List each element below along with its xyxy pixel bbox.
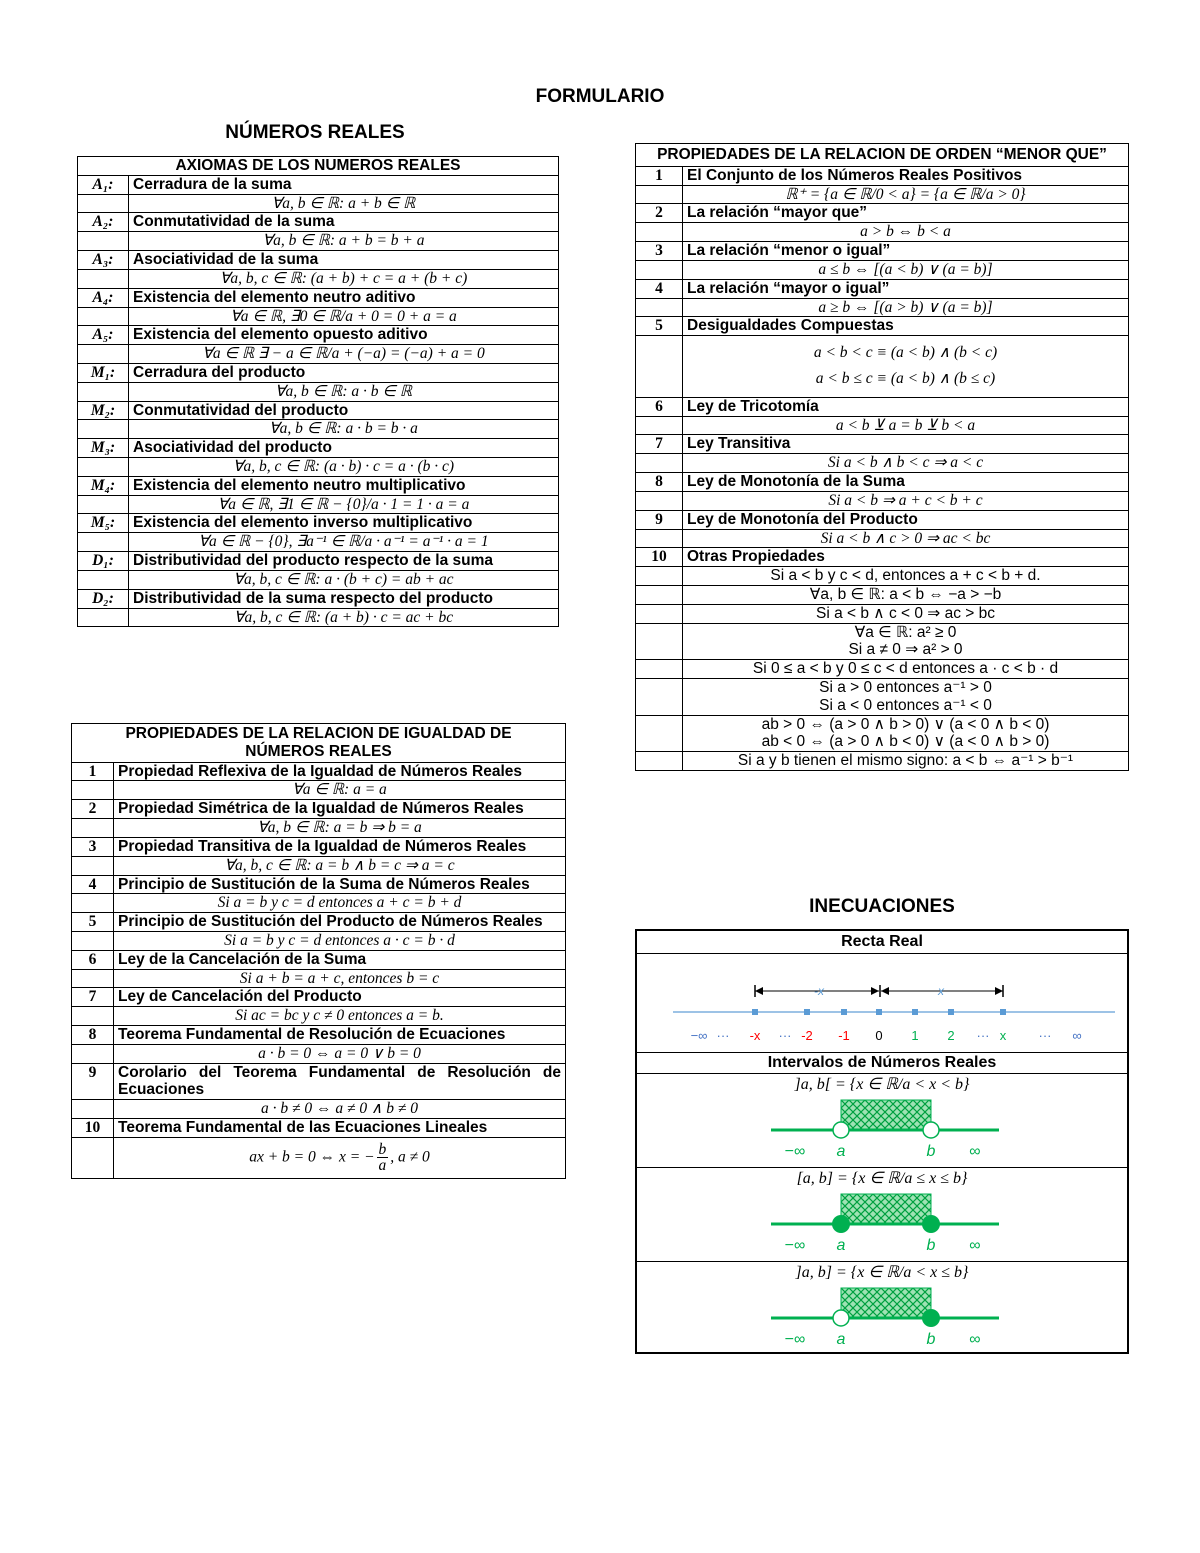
orden-name: Ley de Monotonía del Producto bbox=[683, 510, 1129, 529]
orden-name: El Conjunto de los Números Reales Positivos bbox=[683, 166, 1129, 185]
interval-label-a: a bbox=[836, 1237, 846, 1254]
axioma-formula: ∀a, b, c ∈ ℝ: (a + b) + c = a + (b + c) bbox=[129, 269, 559, 288]
tick-mark bbox=[876, 1009, 882, 1015]
axioma-name: Conmutatividad de la suma bbox=[129, 213, 559, 232]
orden-formula-line: a < b < c ≡ (a < b) ∧ (b < c) bbox=[813, 344, 998, 362]
axioma-formula-row bbox=[78, 570, 559, 589]
igualdad-formula: Si a + b = a + c, entonces b = c bbox=[114, 969, 566, 988]
igualdad-header: PROPIEDADES DE LA RELACION DE IGUALDAD DE NÚMEROS REALES bbox=[72, 724, 566, 763]
igualdad-row bbox=[72, 988, 566, 1007]
igualdad-formula: ∀a ∈ ℝ: a = a bbox=[114, 781, 566, 800]
orden-row bbox=[636, 242, 1129, 261]
axioma-formula: ∀a, b ∈ ℝ: a + b ∈ ℝ bbox=[129, 194, 559, 213]
orden-formula-line: a > b ⇔ b < a bbox=[860, 223, 951, 241]
otras-row bbox=[636, 752, 1129, 771]
axioma-row bbox=[78, 326, 559, 345]
orden-formula-row bbox=[636, 529, 1129, 548]
endpoint-a-open bbox=[833, 1122, 849, 1138]
orden-formula bbox=[683, 336, 1129, 398]
igualdad-formula: Si a = b y c = d entonces a · c = b · d bbox=[114, 931, 566, 950]
interval-item bbox=[637, 1168, 1127, 1262]
igualdad-row bbox=[72, 950, 566, 969]
recta-header: Recta Real bbox=[637, 931, 1127, 954]
axioma-name: Existencia del elemento opuesto aditivo bbox=[129, 326, 559, 345]
igualdad-formula-row bbox=[72, 1044, 566, 1063]
igualdad-name: Propiedad Transitiva de la Igualdad de Números Reales bbox=[114, 837, 566, 856]
inecuaciones-box bbox=[635, 929, 1129, 1354]
interval-label-a: a bbox=[836, 1331, 846, 1348]
otras-formula-line: ab < 0 ⇔ (a > 0 ∧ b < 0) ∨ (a < 0 ∧ b > 0) bbox=[761, 733, 1050, 751]
igualdad-table bbox=[71, 723, 566, 1179]
otras-row bbox=[636, 623, 1129, 660]
otras-formula bbox=[683, 567, 1129, 586]
orden-formula-row bbox=[636, 185, 1129, 204]
axioma-formula-row bbox=[78, 495, 559, 514]
interval-label-left: −∞ bbox=[784, 1237, 806, 1254]
igualdad-number: 10 bbox=[72, 1119, 114, 1138]
interval-label-b: b bbox=[926, 1237, 936, 1254]
tick-label: -2 bbox=[801, 1028, 813, 1043]
orden-table bbox=[635, 143, 1129, 771]
igualdad-formula-row bbox=[72, 1137, 566, 1178]
orden-formula-row bbox=[636, 416, 1129, 435]
right-arrow-label: x bbox=[938, 984, 944, 998]
otras-formula bbox=[683, 604, 1129, 623]
interval-label-right: ∞ bbox=[969, 1331, 981, 1348]
igualdad-formula-row bbox=[72, 969, 566, 988]
orden-name: Otras Propiedades bbox=[683, 548, 1129, 567]
orden-formula-line: Si a < b ⇒ a + c < b + c bbox=[828, 491, 983, 509]
tick-label: 0 bbox=[875, 1028, 883, 1043]
axioma-formula-row bbox=[78, 345, 559, 364]
orden-formula bbox=[683, 185, 1129, 204]
interval-label-b: b bbox=[926, 1331, 936, 1348]
interval-label-a: a bbox=[836, 1143, 846, 1160]
axioma-code: D₂: bbox=[78, 589, 129, 608]
axioma-name: Existencia del elemento inverso multiplicativo bbox=[129, 514, 559, 533]
orden-name: La relación “mayor que” bbox=[683, 204, 1129, 223]
orden-name: Desigualdades Compuestas bbox=[683, 317, 1129, 336]
orden-row bbox=[636, 473, 1129, 492]
otras-formula-line: Si a < 0 entonces a⁻¹ < 0 bbox=[819, 696, 992, 714]
axioma-name: Cerradura del producto bbox=[129, 363, 559, 382]
axioma-formula-row bbox=[78, 458, 559, 477]
otras-formula bbox=[683, 585, 1129, 604]
tick-label: 1 bbox=[911, 1028, 919, 1043]
formula-right: , a ≠ 0 bbox=[390, 1148, 430, 1166]
endpoint-a-open bbox=[833, 1310, 849, 1326]
axioma-row bbox=[78, 175, 559, 194]
igualdad-name: Corolario del Teorema Fundamental de Resolución de Ecuaciones bbox=[114, 1063, 566, 1100]
igualdad-name: Principio de Sustitución de la Suma de Números Reales bbox=[114, 875, 566, 894]
axioma-formula-row bbox=[78, 307, 559, 326]
orden-formula-line: a ≥ b ⇔ [(a > b) ∨ (a = b)] bbox=[818, 298, 993, 316]
axioma-name: Existencia del elemento neutro multiplicativo bbox=[129, 476, 559, 495]
section-heading-inecuaciones: INECUACIONES bbox=[809, 896, 955, 917]
axioma-row bbox=[78, 589, 559, 608]
tick-label: -1 bbox=[838, 1028, 850, 1043]
orden-number: 6 bbox=[636, 397, 683, 416]
igualdad-number: 6 bbox=[72, 950, 114, 969]
axioma-row bbox=[78, 363, 559, 382]
axioma-name: Distributividad del producto respecto de la suma bbox=[129, 552, 559, 571]
axioma-row bbox=[78, 288, 559, 307]
orden-formula-row bbox=[636, 298, 1129, 317]
axioma-formula: ∀a ∈ ℝ − {0}, ∃a⁻¹ ∈ ℝ/a · a⁻¹ = a⁻¹ · a = 1 bbox=[129, 533, 559, 552]
igualdad-row bbox=[72, 913, 566, 932]
orden-row bbox=[636, 166, 1129, 185]
orden-formula bbox=[683, 298, 1129, 317]
igualdad-formula: Si a = b y c = d entonces a + c = b + d bbox=[114, 894, 566, 913]
tick-label: -x bbox=[749, 1028, 761, 1043]
igualdad-row bbox=[72, 1063, 566, 1100]
orden-name: Ley de Monotonía de la Suma bbox=[683, 473, 1129, 492]
orden-name: Ley Transitiva bbox=[683, 435, 1129, 454]
igualdad-row bbox=[72, 1026, 566, 1045]
igualdad-name: Ley de la Cancelación de la Suma bbox=[114, 950, 566, 969]
interval-label-right: ∞ bbox=[969, 1237, 981, 1254]
orden-formula-line: ℝ⁺ = {a ∈ ℝ/0 < a} = {a ∈ ℝ/a > 0} bbox=[785, 185, 1026, 203]
tick-label: −∞ bbox=[690, 1028, 708, 1043]
igualdad-formula-row bbox=[72, 931, 566, 950]
orden-number: 8 bbox=[636, 473, 683, 492]
otras-formula-line: ab > 0 ⇔ (a > 0 ∧ b > 0) ∨ (a < 0 ∧ b < 0) bbox=[761, 715, 1050, 733]
orden-name: La relación “menor o igual” bbox=[683, 242, 1129, 261]
interval-diagram bbox=[637, 1096, 1127, 1166]
interval-formula: [a, b] = {x ∈ ℝ/a ≤ x ≤ b} bbox=[796, 1170, 968, 1187]
otras-formula bbox=[683, 660, 1129, 679]
igualdad-number: 4 bbox=[72, 875, 114, 894]
interval-item bbox=[637, 1262, 1127, 1356]
igualdad-row bbox=[72, 837, 566, 856]
interval-formula: ]a, b[ = {x ∈ ℝ/a < x < b} bbox=[794, 1076, 970, 1093]
tick-label: ··· bbox=[716, 1028, 730, 1043]
orden-row bbox=[636, 279, 1129, 298]
igualdad-formula: Si ac = bc y c ≠ 0 entonces a = b. bbox=[114, 1007, 566, 1026]
axioma-code: M₅: bbox=[78, 514, 129, 533]
orden-name: Ley de Tricotomía bbox=[683, 397, 1129, 416]
orden-formula bbox=[683, 454, 1129, 473]
orden-row bbox=[636, 510, 1129, 529]
igualdad-formula: ∀a, b, c ∈ ℝ: a = b ∧ b = c ⇒ a = c bbox=[114, 856, 566, 875]
igualdad-formula-row bbox=[72, 856, 566, 875]
orden-formula bbox=[683, 491, 1129, 510]
igualdad-number: 1 bbox=[72, 762, 114, 781]
axioma-formula: ∀a, b ∈ ℝ: a · b = b · a bbox=[129, 420, 559, 439]
orden-number: 4 bbox=[636, 279, 683, 298]
orden-row bbox=[636, 204, 1129, 223]
tick-label: 2 bbox=[947, 1028, 955, 1043]
axioma-formula-row bbox=[78, 269, 559, 288]
axioma-row bbox=[78, 439, 559, 458]
orden-formula bbox=[683, 260, 1129, 279]
axioma-name: Distributividad de la suma respecto del producto bbox=[129, 589, 559, 608]
orden-formula-line: Si a < b ∧ b < c ⇒ a < c bbox=[827, 454, 984, 472]
orden-formula-row bbox=[636, 260, 1129, 279]
axioma-row bbox=[78, 251, 559, 270]
orden-row bbox=[636, 548, 1129, 567]
axioma-formula-row bbox=[78, 533, 559, 552]
igualdad-number: 3 bbox=[72, 837, 114, 856]
igualdad-name: Teorema Fundamental de las Ecuaciones Lineales bbox=[114, 1119, 566, 1138]
tick-label: ∞ bbox=[1072, 1028, 1082, 1043]
tick-mark bbox=[948, 1009, 954, 1015]
otras-formula bbox=[683, 715, 1129, 752]
interval-formula: ]a, b] = {x ∈ ℝ/a < x ≤ b} bbox=[795, 1264, 969, 1281]
axioma-formula-row bbox=[78, 232, 559, 251]
igualdad-number: 2 bbox=[72, 800, 114, 819]
axioma-code: A₅: bbox=[78, 326, 129, 345]
igualdad-formula-row bbox=[72, 1007, 566, 1026]
otras-row bbox=[636, 585, 1129, 604]
axioma-name: Cerradura de la suma bbox=[129, 175, 559, 194]
otras-formula-line: Si a < b ∧ c < 0 ⇒ ac > bc bbox=[816, 604, 995, 622]
tick-mark bbox=[1000, 1009, 1006, 1015]
axioma-formula-row bbox=[78, 382, 559, 401]
page-title: FORMULARIO bbox=[535, 86, 665, 107]
axioma-formula-row bbox=[78, 420, 559, 439]
endpoint-b-closed bbox=[922, 1215, 940, 1233]
axioma-row bbox=[78, 552, 559, 571]
igualdad-formula: a · b = 0 ⇔ a = 0 ∨ b = 0 bbox=[114, 1044, 566, 1063]
orden-number: 3 bbox=[636, 242, 683, 261]
axioma-formula: ∀a, b, c ∈ ℝ: a · (b + c) = ab + ac bbox=[129, 570, 559, 589]
intervalos-header: Intervalos de Números Reales bbox=[637, 1053, 1127, 1074]
igualdad-formula-row bbox=[72, 781, 566, 800]
axioma-formula: ∀a, b ∈ ℝ: a + b = b + a bbox=[129, 232, 559, 251]
orden-formula-row bbox=[636, 336, 1129, 398]
igualdad-name: Propiedad Reflexiva de la Igualdad de Números Reales bbox=[114, 762, 566, 781]
axioma-formula: ∀a, b, c ∈ ℝ: (a + b) · c = ac + bc bbox=[129, 608, 559, 627]
interval-item bbox=[637, 1074, 1127, 1168]
igualdad-row bbox=[72, 1119, 566, 1138]
otras-row bbox=[636, 567, 1129, 586]
axioma-code: A₄: bbox=[78, 288, 129, 307]
endpoint-b-closed bbox=[922, 1309, 940, 1327]
orden-row bbox=[636, 317, 1129, 336]
left-arrow-label: -x bbox=[814, 984, 824, 998]
igualdad-formula: ∀a, b ∈ ℝ: a = b ⇒ b = a bbox=[114, 819, 566, 838]
igualdad-number: 5 bbox=[72, 913, 114, 932]
axioma-name: Conmutatividad del producto bbox=[129, 401, 559, 420]
interval-diagram bbox=[637, 1190, 1127, 1260]
axioma-code: D₁: bbox=[78, 552, 129, 571]
axioma-code: A₃: bbox=[78, 251, 129, 270]
orden-formula-row bbox=[636, 223, 1129, 242]
orden-formula-line: a < b ≤ c ≡ (a < b) ∧ (b ≤ c) bbox=[815, 370, 996, 388]
igualdad-row bbox=[72, 762, 566, 781]
igualdad-name: Principio de Sustitución del Producto de Números Reales bbox=[114, 913, 566, 932]
orden-formula-line: a ≤ b ⇔ [(a < b) ∨ (a = b)] bbox=[818, 260, 993, 278]
orden-number: 1 bbox=[636, 166, 683, 185]
otras-formula-line: Si a ≠ 0 ⇒ a² > 0 bbox=[848, 641, 963, 659]
axioma-code: M₃: bbox=[78, 439, 129, 458]
fraction-denominator: a bbox=[378, 1157, 387, 1175]
igualdad-number: 9 bbox=[72, 1063, 114, 1100]
igualdad-name: Ley de Cancelación del Producto bbox=[114, 988, 566, 1007]
axioma-formula-row bbox=[78, 194, 559, 213]
endpoint-b-open bbox=[923, 1122, 939, 1138]
igualdad-number: 8 bbox=[72, 1026, 114, 1045]
orden-number: 2 bbox=[636, 204, 683, 223]
axioma-formula-row bbox=[78, 608, 559, 627]
fraction bbox=[377, 1142, 389, 1174]
orden-number: 9 bbox=[636, 510, 683, 529]
interval-label-b: b bbox=[926, 1143, 936, 1160]
axioma-name: Existencia del elemento neutro aditivo bbox=[129, 288, 559, 307]
orden-row bbox=[636, 397, 1129, 416]
endpoint-a-closed bbox=[832, 1215, 850, 1233]
axioma-formula: ∀a, b, c ∈ ℝ: (a · b) · c = a · (b · c) bbox=[129, 458, 559, 477]
orden-formula-line: Si a < b ∧ c > 0 ⇒ ac < bc bbox=[820, 529, 991, 547]
fraction-numerator: b bbox=[378, 1140, 387, 1158]
otras-row bbox=[636, 660, 1129, 679]
tick-label: ··· bbox=[976, 1028, 990, 1043]
otras-formula bbox=[683, 679, 1129, 716]
interval-diagram bbox=[637, 1284, 1127, 1354]
igualdad-number: 7 bbox=[72, 988, 114, 1007]
igualdad-formula bbox=[114, 1137, 566, 1178]
igualdad-name: Teorema Fundamental de Resolución de Ecuaciones bbox=[114, 1026, 566, 1045]
otras-row bbox=[636, 679, 1129, 716]
interval-label-right: ∞ bbox=[969, 1143, 981, 1160]
axioma-code: M₁: bbox=[78, 363, 129, 382]
orden-number: 10 bbox=[636, 548, 683, 567]
igualdad-row bbox=[72, 875, 566, 894]
otras-formula-line: Si a < b y c < d, entonces a + c < b + d. bbox=[770, 567, 1041, 585]
axioma-row bbox=[78, 476, 559, 495]
axiomas-table bbox=[77, 156, 559, 627]
tick-label: ··· bbox=[778, 1028, 792, 1043]
axioma-code: M₂: bbox=[78, 401, 129, 420]
axioma-formula: ∀a ∈ ℝ, ∃1 ∈ ℝ − {0}/a · 1 = 1 · a = a bbox=[129, 495, 559, 514]
igualdad-formula-row bbox=[72, 819, 566, 838]
orden-number: 7 bbox=[636, 435, 683, 454]
axioma-code: A₁: bbox=[78, 175, 129, 194]
igualdad-formula-row bbox=[72, 894, 566, 913]
otras-formula-line: ∀a ∈ ℝ: a² ≥ 0 bbox=[854, 623, 957, 641]
otras-row bbox=[636, 715, 1129, 752]
tick-label: ··· bbox=[1038, 1028, 1052, 1043]
interval-label-left: −∞ bbox=[784, 1143, 806, 1160]
orden-formula-row bbox=[636, 454, 1129, 473]
otras-formula-line: Si 0 ≤ a < b y 0 ≤ c < d entonces a · c < b · d bbox=[752, 660, 1059, 678]
orden-formula-row bbox=[636, 491, 1129, 510]
interval-label-left: −∞ bbox=[784, 1331, 806, 1348]
axioma-row bbox=[78, 213, 559, 232]
tick-mark bbox=[804, 1009, 810, 1015]
otras-row bbox=[636, 604, 1129, 623]
axioma-formula: ∀a, b ∈ ℝ: a · b ∈ ℝ bbox=[129, 382, 559, 401]
orden-header: PROPIEDADES DE LA RELACION DE ORDEN “MENOR QUE” bbox=[636, 144, 1129, 167]
axioma-formula: ∀a ∈ ℝ ∃ − a ∈ ℝ/a + (−a) = (−a) + a = 0 bbox=[129, 345, 559, 364]
orden-row bbox=[636, 435, 1129, 454]
orden-number: 5 bbox=[636, 317, 683, 336]
otras-formula bbox=[683, 623, 1129, 660]
axioma-code: A₂: bbox=[78, 213, 129, 232]
recta-real-diagram bbox=[637, 954, 1127, 1053]
axioma-formula: ∀a ∈ ℝ, ∃0 ∈ ℝ/a + 0 = 0 + a = a bbox=[129, 307, 559, 326]
section-heading-reales: NÚMEROS REALES bbox=[225, 122, 405, 143]
igualdad-formula-row bbox=[72, 1100, 566, 1119]
axioma-name: Asociatividad del producto bbox=[129, 439, 559, 458]
axioma-name: Asociatividad de la suma bbox=[129, 251, 559, 270]
otras-formula-line: Si a y b tienen el mismo signo: a < b ⇔ a⁻¹ > b⁻¹ bbox=[737, 752, 1074, 770]
orden-name: La relación “mayor o igual” bbox=[683, 279, 1129, 298]
igualdad-formula: a · b ≠ 0 ⇔ a ≠ 0 ∧ b ≠ 0 bbox=[114, 1100, 566, 1119]
igualdad-name: Propiedad Simétrica de la Igualdad de Números Reales bbox=[114, 800, 566, 819]
otras-formula bbox=[683, 752, 1129, 771]
otras-formula-line: Si a > 0 entonces a⁻¹ > 0 bbox=[819, 679, 992, 696]
axioma-code: M₄: bbox=[78, 476, 129, 495]
tick-mark bbox=[912, 1009, 918, 1015]
otras-formula-line: ∀a, b ∈ ℝ: a < b ⇔ −a > −b bbox=[809, 585, 1002, 603]
orden-formula bbox=[683, 529, 1129, 548]
tick-mark bbox=[752, 1009, 758, 1015]
igualdad-row bbox=[72, 800, 566, 819]
axioma-row bbox=[78, 401, 559, 420]
orden-formula bbox=[683, 416, 1129, 435]
axioma-row bbox=[78, 514, 559, 533]
orden-formula bbox=[683, 223, 1129, 242]
tick-mark bbox=[841, 1009, 847, 1015]
axiomas-header: AXIOMAS DE LOS NUMEROS REALES bbox=[78, 157, 559, 176]
orden-formula-line: a < b ⊻ a = b ⊻ b < a bbox=[835, 416, 976, 434]
formula-left: ax + b = 0 ⇔ x = − bbox=[249, 1148, 375, 1166]
tick-label: x bbox=[999, 1028, 1007, 1043]
